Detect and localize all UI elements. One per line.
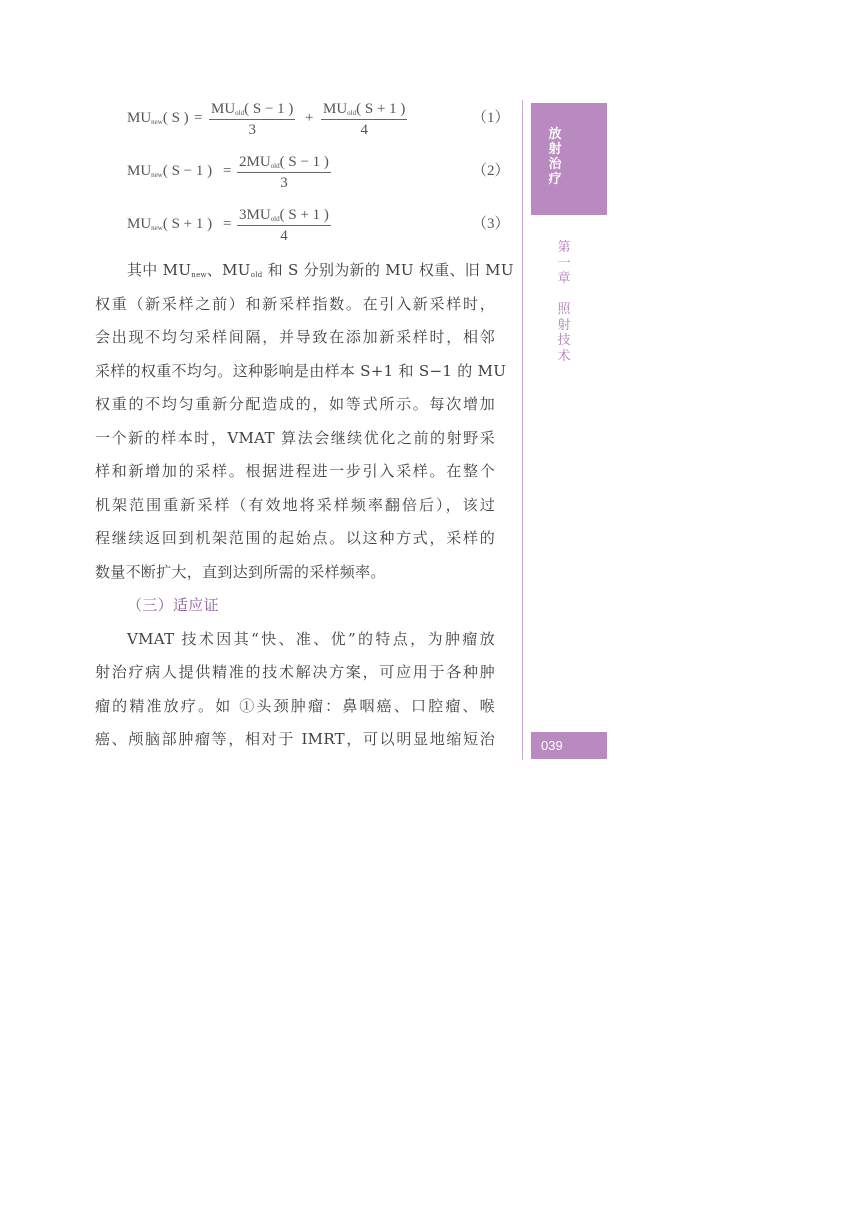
eq3-denominator: 4: [280, 228, 288, 244]
eq1-fraction-1: [209, 100, 295, 140]
para1-line-10: 数量不断扩大，直到达到所需的采样频率。: [95, 562, 386, 581]
eq1-frac1-numerator: $MU_{old}$( S − 1 ): [209, 100, 295, 120]
vertical-divider: [522, 100, 523, 760]
page-number: 039: [541, 738, 563, 753]
eq1-frac2-denominator: 4: [360, 122, 368, 138]
eq3-lhs: $MU_{new}$( S + 1 ): [127, 216, 213, 232]
eq1-number: （1）: [472, 110, 510, 126]
eq2-lhs: $MU_{new}$( S − 1 ): [127, 163, 213, 179]
section-tab: [531, 103, 607, 215]
eq2-denominator: 3: [280, 175, 288, 191]
eq2-number: （2）: [472, 163, 510, 179]
eq1-plus: +: [305, 110, 314, 126]
para1-line-6: 一个新的样本时，VMAT 算法会继续优化之前的射野采: [95, 428, 495, 447]
eq2-numerator: $2MU_{old}$( S − 1 ): [237, 153, 331, 173]
eq3-number: （3）: [472, 216, 510, 232]
para2-line-1: VMAT 技术因其“快、准、优”的特点，为肿瘤放: [127, 629, 495, 648]
para1-line-2: 权重（新采样之前）和新采样指数。在引入新采样时，: [95, 294, 495, 313]
equation-1: [127, 100, 510, 140]
eq3-numerator: $3MU_{old}$( S + 1 ): [237, 206, 331, 226]
para1-line-1: 其中 $MU_{new}$、$MU_{old}$ 和 S 分别为新的 MU 权重、旧 MU: [127, 261, 514, 279]
eq1-lhs: $MU_{new}$( S ): [127, 110, 189, 126]
page-number-badge: [531, 732, 607, 759]
section-tab-label: 放 射 治 疗: [548, 127, 562, 187]
chapter-label: 第 一 章 照 射 技 术: [557, 240, 571, 364]
eq1-equals: =: [194, 110, 203, 126]
para1-line-3: 会出现不均匀采样间隔，并导致在添加新采样时，相邻: [95, 328, 495, 346]
para1-line-5: 权重的不均匀重新分配造成的，如等式所示。每次增加: [95, 395, 495, 413]
eq2-fraction: [237, 153, 331, 193]
equation-3: [127, 206, 510, 246]
section-heading: （三）适应证: [127, 596, 219, 614]
equation-2: [127, 153, 510, 193]
eq1-frac2-numerator: $MU_{old}$( S + 1 ): [321, 100, 407, 120]
para2-line-3: 瘤的精准放疗。如 ①头颈肿瘤：鼻咽癌、口腔瘤、喉: [95, 696, 495, 715]
eq2-equals: =: [223, 163, 232, 179]
eq3-equals: =: [223, 216, 232, 232]
eq1-fraction-2: [321, 100, 407, 140]
para1-line-8: 机架范围重新采样（有效地将采样频率翻倍后），该过: [95, 495, 495, 514]
eq1-frac1-denominator: 3: [248, 122, 256, 138]
para1-line-7: 样和新增加的采样。根据进程进一步引入采样。在整个: [95, 462, 495, 480]
para1-line-4: 采样的权重不均匀。这种影响是由样本 S+1 和 S−1 的 MU: [95, 361, 507, 380]
eq3-fraction: [237, 206, 331, 246]
para1-line-9: 程继续返回到机架范围的起始点。以这种方式，采样的: [95, 529, 495, 547]
body-text: [95, 254, 514, 757]
para2-line-4: 癌、颅脑部肿瘤等，相对于 IMRT，可以明显地缩短治: [95, 730, 495, 748]
para2-line-2: 射治疗病人提供精准的技术解决方案，可应用于各种肿: [95, 663, 495, 681]
